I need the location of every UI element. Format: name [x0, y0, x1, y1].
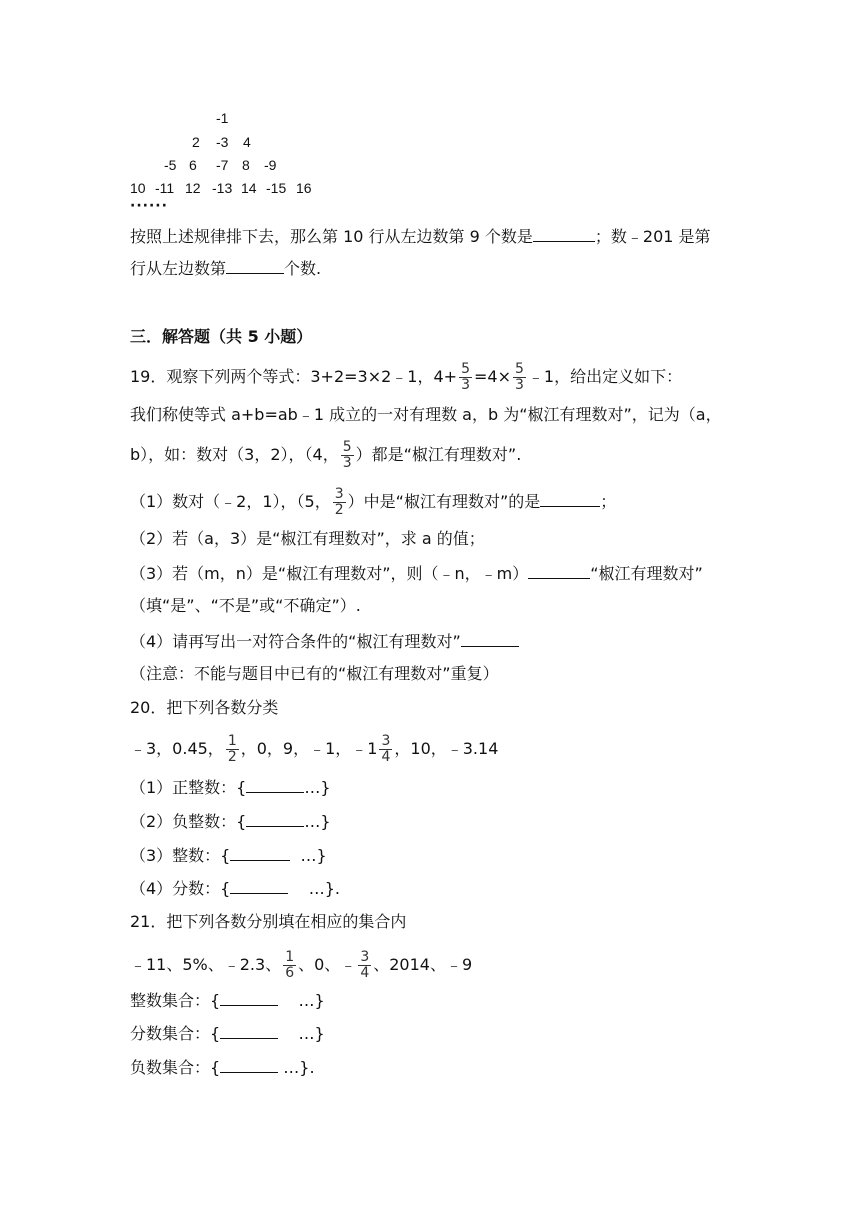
triangle-cell: 4 — [243, 134, 251, 150]
triangle-cell: -5 — [164, 157, 177, 173]
q20-text: …}. — [308, 879, 340, 898]
q20-text: （4）分数：{ — [130, 879, 231, 898]
answer-blank[interactable] — [220, 1056, 278, 1073]
numerator: 5 — [461, 361, 470, 377]
q20-text: …} — [304, 812, 331, 831]
triangle-cell: -3 — [216, 134, 229, 150]
denominator: 3 — [515, 377, 524, 393]
triangle-cell: 14 — [241, 180, 257, 196]
answer-blank[interactable] — [533, 225, 595, 242]
fraction — [283, 950, 296, 981]
q20-item1 — [130, 776, 331, 799]
q21-text: 、2014、﹣9 — [373, 955, 473, 974]
answer-blank[interactable] — [246, 776, 304, 793]
q19-part1 — [130, 487, 616, 518]
q21-text: …} — [298, 991, 325, 1010]
numerator: 1 — [285, 949, 295, 965]
q21-text: 分数集合：{ — [130, 1024, 221, 1043]
q20-item4 — [130, 877, 340, 900]
answer-blank[interactable] — [528, 562, 590, 579]
denominator: 3 — [342, 455, 352, 471]
triangle-cell: -1 — [216, 110, 229, 126]
fraction — [226, 734, 239, 765]
q20-text: （2）负整数：{ — [130, 812, 247, 831]
q20-item2 — [130, 810, 331, 833]
q18-text: 按照上述规律排下去，那么第 10 行从左边数第 9 个数是 — [130, 227, 533, 246]
answer-blank[interactable] — [226, 257, 284, 274]
fraction — [341, 440, 354, 471]
q18-text: 行从左边数第 — [130, 259, 227, 278]
triangle-cell: 6 — [189, 157, 197, 173]
q19-text: ）都是“椒江有理数对”. — [355, 445, 522, 464]
q21-text: 负数集合：{ — [130, 1058, 221, 1077]
q21-numbers — [130, 950, 472, 981]
q19-part2: （2）若（a，3）是“椒江有理数对”，求 a 的值； — [130, 529, 485, 548]
number-triangle — [130, 110, 320, 205]
triangle-cell: 10 — [130, 180, 146, 196]
q21-text: 、0、﹣ — [298, 955, 357, 974]
fraction — [513, 362, 526, 393]
answer-blank[interactable] — [220, 1022, 278, 1039]
numerator: 5 — [342, 439, 352, 455]
q20-text: …} — [300, 846, 327, 865]
denominator: 4 — [360, 965, 370, 981]
q18-text: 个数. — [284, 259, 322, 278]
fraction — [358, 950, 371, 981]
q20-title: 20．把下列各数分类 — [130, 698, 279, 717]
answer-blank[interactable] — [230, 844, 290, 861]
q18-line1 — [130, 225, 711, 248]
q21-text: ﹣11、5%、﹣2.3、 — [130, 955, 282, 974]
q21-title: 21．把下列各数分别填在相应的集合内 — [130, 912, 407, 931]
answer-blank[interactable] — [220, 989, 278, 1006]
numerator: 3 — [381, 733, 391, 749]
triangle-cell: -9 — [264, 157, 277, 173]
denominator: 6 — [285, 965, 295, 981]
answer-blank[interactable] — [246, 810, 304, 827]
q18-line2 — [130, 257, 321, 280]
q20-text: （3）整数：{ — [130, 846, 231, 865]
q19-text: b），如：数对（3，2），（4， — [130, 445, 339, 464]
triangle-cell: 12 — [185, 180, 201, 196]
answer-blank[interactable] — [230, 877, 288, 894]
q19-part3-hint: （填“是”、“不是”或“不确定”）. — [130, 596, 361, 615]
q21-text: 整数集合：{ — [130, 991, 221, 1010]
q20-text: ﹣3，0.45， — [130, 739, 224, 758]
q19-text: ； — [600, 492, 617, 511]
q19-text: ﹣1，给出定义如下： — [527, 367, 683, 386]
q19-text: ）中是“椒江有理数对”的是 — [347, 492, 541, 511]
triangle-cell: -7 — [216, 157, 229, 173]
q19-text: “椒江有理数对” — [590, 564, 703, 583]
answer-blank[interactable] — [540, 490, 600, 507]
triangle-cell: 2 — [192, 134, 200, 150]
numerator: 3 — [334, 486, 344, 502]
denominator: 3 — [461, 377, 470, 393]
triangle-cell: -15 — [266, 180, 287, 196]
section-heading: 三．解答题（共 5 小题） — [130, 327, 313, 346]
q21-set3 — [130, 1056, 315, 1079]
q19-intro — [130, 362, 682, 393]
q21-text: …} — [298, 1024, 325, 1043]
denominator: 2 — [227, 749, 237, 765]
q19-text: =4× — [474, 367, 511, 386]
q19-text: （4）请再写出一对符合条件的“椒江有理数对” — [130, 632, 461, 651]
q19-def2 — [130, 440, 521, 471]
q19-text: （1）数对（﹣2，1），（5， — [130, 492, 331, 511]
q20-text: …} — [304, 778, 331, 797]
q19-note: （注意：不能与题目中已有的“椒江有理数对”重复） — [130, 664, 499, 683]
q20-text: ，10，﹣3.14 — [394, 739, 499, 758]
numerator: 1 — [227, 733, 237, 749]
triangle-cell: 16 — [296, 180, 312, 196]
q19-part4 — [130, 630, 519, 653]
q19-def1: 我们称使等式 a+b=ab﹣1 成立的一对有理数 a，b 为“椒江有理数对”，记为（a， — [130, 405, 722, 424]
q21-text: …}. — [283, 1058, 315, 1077]
triangle-cell: -13 — [212, 180, 233, 196]
q20-text: ，0，9，﹣1，﹣1 — [240, 739, 378, 758]
numerator: 3 — [360, 949, 370, 965]
fraction — [459, 362, 472, 393]
q20-numbers — [130, 734, 498, 765]
numerator: 5 — [515, 361, 524, 377]
q19-text: 19．观察下列两个等式：3+2=3×2﹣1，4+ — [130, 367, 458, 386]
continuation-dots: ······ — [130, 198, 168, 214]
denominator: 4 — [381, 749, 391, 765]
q19-part3 — [130, 562, 703, 585]
denominator: 2 — [334, 502, 344, 518]
answer-blank[interactable] — [461, 630, 519, 647]
triangle-cell: -11 — [155, 180, 175, 196]
q21-set2 — [130, 1022, 325, 1045]
fraction — [333, 487, 346, 518]
q21-set1 — [130, 989, 325, 1012]
q19-text: （3）若（m，n）是“椒江有理数对”，则（﹣n，﹣m） — [130, 564, 529, 583]
q20-item3 — [130, 844, 327, 867]
q18-text: ；数﹣201 是第 — [594, 227, 711, 246]
triangle-cell: 8 — [242, 157, 250, 173]
q20-text: （1）正整数：{ — [130, 778, 247, 797]
fraction — [379, 734, 392, 765]
